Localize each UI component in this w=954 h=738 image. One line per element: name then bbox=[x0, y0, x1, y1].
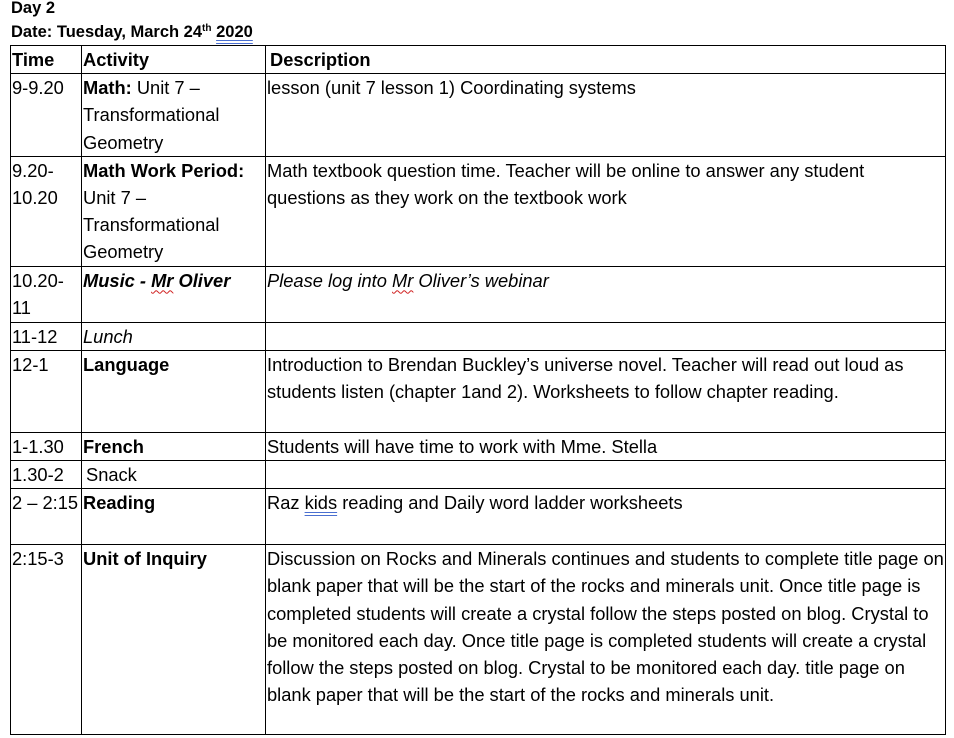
date-label: Date: Tuesday, March 24 bbox=[11, 23, 203, 41]
cell-time: 2:15-3 bbox=[11, 545, 82, 735]
activity-bold: Math: bbox=[83, 77, 132, 99]
date-suffix: th bbox=[202, 23, 212, 34]
day-heading: Day 2 bbox=[11, 0, 56, 17]
cell-description: Math textbook question time. Teacher will be online to answer any student questions as they work on the textbook work bbox=[266, 156, 946, 266]
description-part: Oliver’s webinar bbox=[413, 269, 549, 291]
cell-description bbox=[266, 322, 946, 350]
cell-description: lesson (unit 7 lesson 1) Coordinating systems bbox=[266, 74, 946, 157]
table-row bbox=[11, 156, 946, 266]
table-row bbox=[11, 489, 946, 545]
cell-time: 1-1.30 bbox=[11, 432, 82, 460]
table-row bbox=[11, 432, 946, 460]
cell-activity: Lunch bbox=[82, 322, 266, 350]
activity-part-flagged: Mr bbox=[151, 269, 174, 291]
cell-description bbox=[266, 461, 946, 489]
header-description: Description bbox=[266, 46, 946, 74]
table-row bbox=[11, 266, 946, 322]
cell-activity: Language bbox=[82, 350, 266, 432]
table-row bbox=[11, 350, 946, 432]
table-row bbox=[11, 322, 946, 350]
description-part: reading and Daily word ladder worksheets bbox=[337, 492, 683, 514]
description-part: Please log into bbox=[267, 269, 393, 291]
cell-description bbox=[266, 489, 946, 545]
header-time: Time bbox=[11, 46, 82, 74]
description-part-flagged: kids bbox=[304, 492, 338, 514]
cell-activity bbox=[82, 74, 266, 157]
table-header-row bbox=[11, 46, 946, 74]
cell-time: 9-9.20 bbox=[11, 74, 82, 157]
cell-activity: Unit of Inquiry bbox=[82, 545, 266, 735]
cell-time: 12-1 bbox=[11, 350, 82, 432]
cell-time: 11-12 bbox=[11, 322, 82, 350]
cell-activity: French bbox=[82, 432, 266, 460]
cell-description bbox=[266, 266, 946, 322]
cell-activity bbox=[82, 156, 266, 266]
cell-description: Discussion on Rocks and Minerals continues and students to complete title page on blank paper that will be the start of the rocks and minerals unit. Once title page is completed students will create a crystal follow the steps posted on blog. Crystal to be monitored each day. Once title page is completed students will create a crystal follow the steps posted on blog. Crystal to be monitored each day. title page on blank paper that will be the start of the rocks and minerals unit. bbox=[266, 545, 946, 735]
table-row bbox=[11, 74, 946, 157]
activity-part: Music - bbox=[83, 269, 152, 291]
cell-time: 1.30-2 bbox=[11, 461, 82, 489]
table-row bbox=[11, 545, 946, 735]
activity-rest: Unit 7 – Transformational Geometry bbox=[83, 187, 220, 263]
header-activity: Activity bbox=[82, 46, 266, 74]
date-year: 2020 bbox=[216, 23, 253, 41]
cell-activity: Snack bbox=[82, 461, 266, 489]
activity-part: Oliver bbox=[173, 269, 231, 291]
activity-bold: Math Work Period: bbox=[83, 159, 245, 181]
cell-activity bbox=[82, 266, 266, 322]
cell-activity: Reading bbox=[82, 489, 266, 545]
schedule-table bbox=[10, 45, 946, 735]
date-heading bbox=[11, 21, 253, 43]
cell-description: Students will have time to work with Mme. Stella bbox=[266, 432, 946, 460]
activity-rest: Unit 7 – Transformational Geometry bbox=[83, 77, 220, 153]
table-row bbox=[11, 461, 946, 489]
cell-description: Introduction to Brendan Buckley’s universe novel. Teacher will read out loud as students listen (chapter 1and 2). Worksheets to follow chapter reading. bbox=[266, 350, 946, 432]
cell-time: 2 – 2:15 bbox=[11, 489, 82, 545]
cell-time: 10.20-11 bbox=[11, 266, 82, 322]
cell-time: 9.20-10.20 bbox=[11, 156, 82, 266]
description-part-flagged: Mr bbox=[392, 269, 414, 291]
description-part: Raz bbox=[267, 492, 305, 514]
